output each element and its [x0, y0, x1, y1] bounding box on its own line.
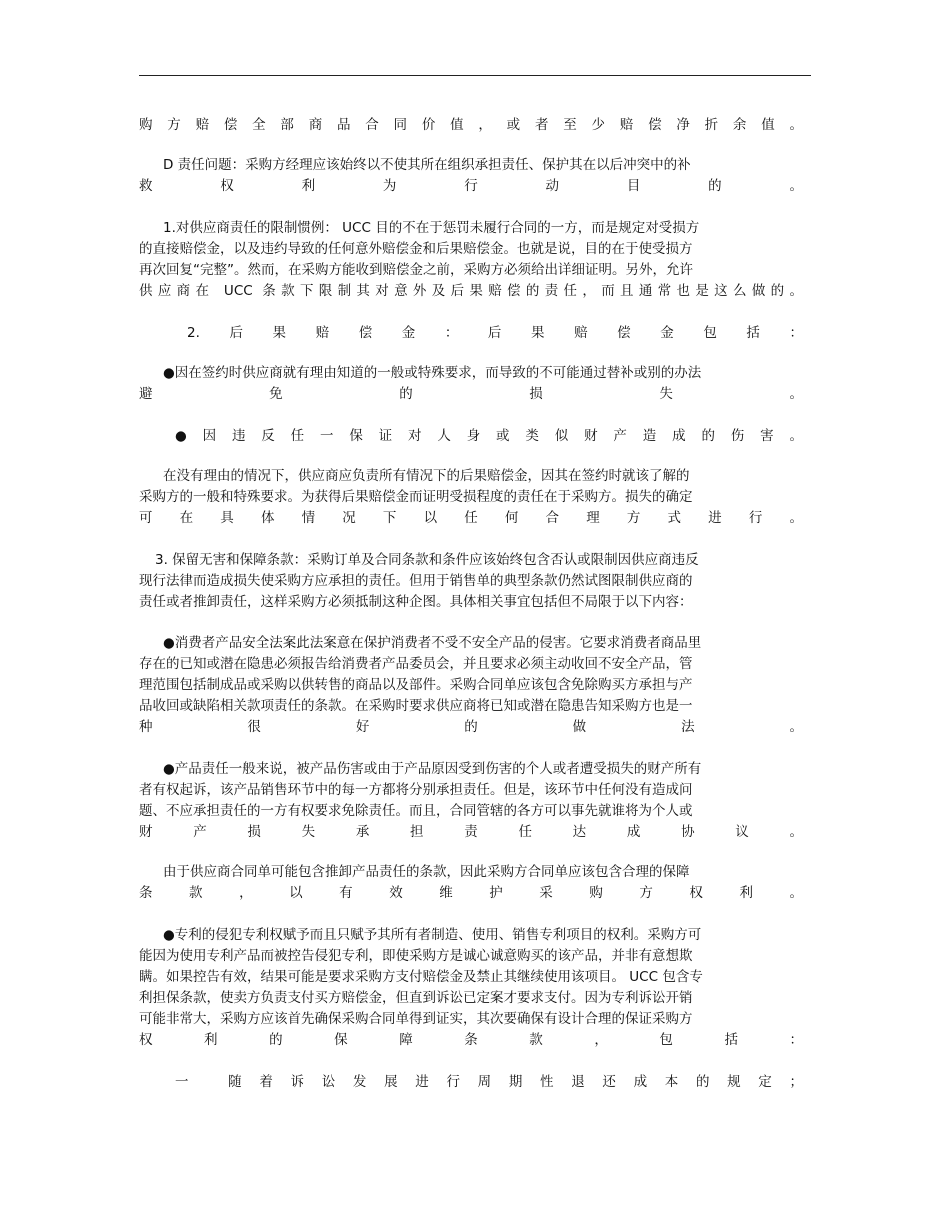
paragraph-line: 者有权起诉，该产品销售环节中的每一方都将分别承担责任。但是，该环节中任何没有造成问 [139, 782, 693, 798]
paragraph-line: 品收回或缺陷相关款项责任的条款。在采购时要求供应商将已知或潜在隐患告知采购方也是一 [139, 698, 693, 714]
paragraph-line: 权利的保障条款，包括： [139, 1032, 803, 1048]
paragraph-line: 可能非常大，采购方应该首先确保采购合同单得到证实，其次要确保有设计合理的保证采购方 [139, 1011, 693, 1027]
paragraph-line: 由于供应商合同单可能包含推卸产品责任的条款，因此采购方合同单应该包含合理的保障 [163, 864, 690, 880]
paragraph-line: 利担保条款，使卖方负责支付买方赔偿金，但直到诉讼已定案才要求支付。因为专利诉讼开销 [139, 990, 693, 1006]
paragraph-line: 责任或者推卸责任，这样采购方必须抵制这种企图。具体相关事宜包括但不局限于以下内容： [139, 594, 693, 610]
paragraph-line: 3. 保留无害和保障条款：采购订单及合同条款和条件应该始终包含否认或限制因供应商违反 [155, 552, 699, 568]
section-heading: 2.后果赔偿金：后果赔偿金包括： [187, 325, 803, 341]
bullet-line: ●消费者产品安全法案此法案意在保护消费者不受不安全产品的侵害。它要求消费者商品里 [163, 635, 702, 651]
paragraph-line: 避免的损失。 [139, 386, 803, 402]
bullet-line: ●产品责任一般来说，被产品伤害或由于产品原因受到伤害的个人或者遭受损失的财产所有 [163, 761, 702, 777]
paragraph-line: 可在具体情况下以任何合理方式进行。 [139, 510, 803, 526]
paragraph-line: 瞒。如果控告有效，结果可能是要求采购方支付赔偿金及禁止其继续使用该项目。 UCC 包含专 [139, 969, 703, 985]
paragraph-line: 财产损失承担责任达成协议。 [139, 824, 803, 840]
paragraph-line: 在没有理由的情况下，供应商应负责所有情况下的后果赔偿金，因其在签约时就该了解的 [163, 468, 690, 484]
paragraph-line: 理范围包括制成品或采购以供转售的商品以及部件。采购合同单应该包含免除购买方承担与产 [139, 677, 693, 693]
paragraph-line: D 责任问题：采购方经理应该始终以不使其所在组织承担责任、保护其在以后冲突中的补 [163, 157, 691, 173]
list-item: 一 随着诉讼发展进行周期性退还成本的规定； [175, 1074, 803, 1090]
paragraph-line: 种很好的做法。 [139, 719, 803, 735]
paragraph-line: 能因为使用专利产品而被控告侵犯专利，即使采购方是诚心诚意购买的该产品，并非有意想欺 [139, 948, 693, 964]
paragraph-line: 救权利为行动目的。 [139, 178, 803, 194]
paragraph-line: 现行法律而造成损失使采购方应承担的责任。但用于销售单的典型条款仍然试图限制供应商的 [139, 573, 693, 589]
header-rule [139, 75, 811, 76]
paragraph-line: 的直接赔偿金，以及违约导致的任何意外赔偿金和后果赔偿金。也就是说，目的在于使受损方 [139, 241, 693, 257]
paragraph-line: 存在的已知或潜在隐患必须报告给消费者产品委员会，并且要求必须主动收回不安全产品，管 [139, 656, 693, 672]
paragraph-line: 题、不应承担责任的一方有权要求免除责任。而且，合同管辖的各方可以事先就谁将为个人或 [139, 803, 693, 819]
paragraph-line: 供应商在 UCC 条款下限制其对意外及后果赔偿的责任，而且通常也是这么做的。 [139, 283, 803, 299]
bullet-line: ●因违反任一保证对人身或类似财产造成的伤害。 [175, 428, 803, 444]
paragraph-line: 再次回复“完整”。然而，在采购方能收到赔偿金之前，采购方必须给出详细证明。另外，允许 [139, 262, 693, 278]
bullet-line: ●专利的侵犯专利权赋予而且只赋予其所有者制造、使用、销售专利项目的权利。采购方可 [163, 927, 702, 943]
paragraph-line: 购方赔偿全部商品合同价值，或者至少赔偿净折余值。 [139, 117, 803, 133]
bullet-line: ●因在签约时供应商就有理由知道的一般或特殊要求，而导致的不可能通过替补或别的办法 [163, 365, 702, 381]
paragraph-line: 采购方的一般和特殊要求。为获得后果赔偿金而证明受损程度的责任在于采购方。损失的确定 [139, 489, 693, 505]
paragraph-line: 条款，以有效维护采购方权利。 [139, 885, 803, 901]
paragraph-line: 1.对供应商责任的限制惯例： UCC 目的不在于惩罚未履行合同的一方，而是规定对受损方 [163, 220, 700, 236]
